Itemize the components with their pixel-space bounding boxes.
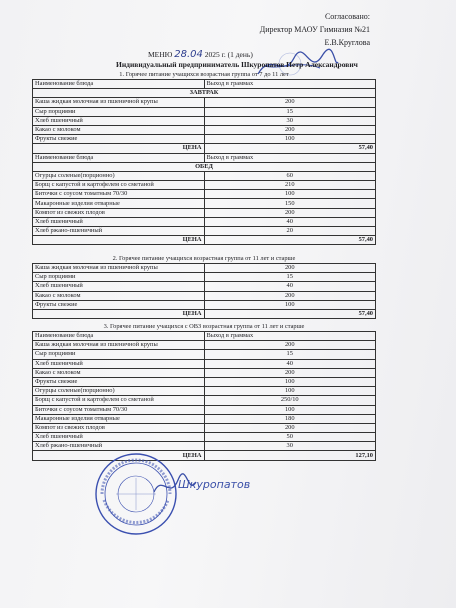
dish-name: Фрукты свежие [33, 300, 205, 309]
price-label: ЦЕНА [33, 236, 205, 245]
dish-name: Хлеб пшеничный [33, 116, 205, 125]
column-header-output: Выход в граммах [204, 80, 376, 89]
dish-name: Компот из свежих плодов [33, 423, 205, 432]
dish-name: Каша жидкая молочная из пшеничной крупы [33, 264, 205, 273]
menu-year-day: 2025 г. (1 день) [204, 50, 253, 59]
table-row [33, 433, 376, 442]
price-label: ЦЕНА [33, 144, 205, 153]
dish-output: 15 [204, 107, 376, 116]
dish-output: 210 [204, 181, 376, 190]
price-value: 127,10 [204, 451, 376, 460]
dish-name: Хлеб пшеничный [33, 282, 205, 291]
dish-output: 200 [204, 341, 376, 350]
table-row [33, 282, 376, 291]
table-row [33, 199, 376, 208]
dish-name: Компот из свежих плодов [33, 208, 205, 217]
column-header-output: Выход в граммах [204, 153, 376, 162]
section-title: 2. Горячее питание учащихся возрастная группа от 11 лет и старше [112, 254, 296, 262]
menu-date: 28.04 [174, 49, 203, 60]
dish-output: 250/10 [204, 396, 376, 405]
table-row [33, 423, 376, 432]
table-row [33, 414, 376, 423]
table-row [33, 125, 376, 134]
dish-output: 100 [204, 135, 376, 144]
dish-name: Биточки с соусом томатным 70/30 [33, 405, 205, 414]
dish-name: Хлеб пшеничный [33, 433, 205, 442]
dish-output: 15 [204, 350, 376, 359]
approval-director: Директор МАОУ Гимназия №21 [259, 25, 370, 34]
table-row [33, 116, 376, 125]
column-header-name: Наименование блюда [33, 80, 205, 89]
table-row [33, 264, 376, 273]
dish-name: Какао с молоком [33, 368, 205, 377]
table-row [33, 359, 376, 368]
column-header-name: Наименование блюда [33, 153, 205, 162]
dish-output: 40 [204, 359, 376, 368]
dish-name: Каша жидкая молочная из пшеничной крупы [33, 341, 205, 350]
dish-name: Хлеб ржано-пшеничный [33, 227, 205, 236]
column-header-output: Выход в граммах [204, 332, 376, 341]
column-header-name: Наименование блюда [33, 332, 205, 341]
table-row [33, 291, 376, 300]
dish-output: 200 [204, 423, 376, 432]
dish-output: 200 [204, 291, 376, 300]
price-value: 57,40 [204, 144, 376, 153]
dish-name: Сыр порциями [33, 273, 205, 282]
dish-name: Фрукты свежие [33, 377, 205, 386]
menu-table-group-3 [32, 322, 376, 461]
dish-output: 100 [204, 387, 376, 396]
price-value: 57,40 [204, 236, 376, 245]
dish-name: Макаронные изделия отварные [33, 199, 205, 208]
price-value: 57,40 [204, 309, 376, 318]
dish-output: 20 [204, 227, 376, 236]
table-row [33, 181, 376, 190]
table-row [33, 350, 376, 359]
dish-output: 60 [204, 171, 376, 180]
dish-output: 180 [204, 414, 376, 423]
meal-title-lunch: ОБЕД [33, 162, 376, 171]
dish-output: 100 [204, 190, 376, 199]
dish-output: 100 [204, 405, 376, 414]
dish-name: Макаронные изделия отварные [33, 414, 205, 423]
table-row [33, 377, 376, 386]
dish-name: Борщ с капустой и картофелем со сметаной [33, 181, 205, 190]
table-row [33, 300, 376, 309]
table-row [33, 107, 376, 116]
table-row [33, 171, 376, 180]
dish-output: 150 [204, 199, 376, 208]
dish-output: 30 [204, 442, 376, 451]
table-row [33, 190, 376, 199]
meal-title-breakfast: ЗАВТРАК [33, 89, 376, 98]
table-row [33, 273, 376, 282]
dish-name: Огурцы соленые(порционно) [33, 387, 205, 396]
section-title: 1. Горячее питание учащихся возрастная группа от 7 до 11 лет [119, 70, 289, 78]
dish-output: 100 [204, 377, 376, 386]
table-row [33, 405, 376, 414]
price-label: ЦЕНА [33, 451, 205, 460]
menu-table-group-2 [32, 254, 376, 319]
dish-output: 200 [204, 264, 376, 273]
table-row [33, 227, 376, 236]
table-row [33, 368, 376, 377]
dish-name: Сыр порциями [33, 107, 205, 116]
dish-name: Хлеб пшеничный [33, 359, 205, 368]
table-row [33, 341, 376, 350]
dish-output: 200 [204, 125, 376, 134]
table-row [33, 217, 376, 226]
table-row [33, 396, 376, 405]
dish-name: Хлеб ржано-пшеничный [33, 442, 205, 451]
section-title: 3. Горячее питание учащихся с ОВЗ возрастная группа от 11 лет и старше [103, 322, 305, 330]
dish-name: Какао с молоком [33, 125, 205, 134]
approval-agreed: Согласовано: [324, 12, 370, 21]
approval-block [260, 10, 370, 49]
dish-output: 15 [204, 273, 376, 282]
entrepreneur-name: Индивидуальный предприниматель Шкуропатов Петр Александрович [116, 60, 358, 69]
dish-name: Сыр порциями [33, 350, 205, 359]
dish-name: Огурцы соленые(порционно) [33, 171, 205, 180]
dish-name: Биточки с соусом томатным 70/30 [33, 190, 205, 199]
approval-name: Е.В.Круглова [324, 38, 370, 47]
dish-output: 40 [204, 282, 376, 291]
table-row [33, 442, 376, 451]
dish-output: 100 [204, 300, 376, 309]
menu-label: МЕНЮ [148, 50, 173, 59]
price-label: ЦЕНА [33, 309, 205, 318]
dish-name: Борщ с капустой и картофелем со сметаной [33, 396, 205, 405]
dish-name: Какао с молоком [33, 291, 205, 300]
dish-output: 200 [204, 368, 376, 377]
table-row [33, 208, 376, 217]
dish-output: 40 [204, 217, 376, 226]
dish-output: 200 [204, 98, 376, 107]
dish-name: Фрукты свежие [33, 135, 205, 144]
dish-name: Каша жидкая молочная из пшеничной крупы [33, 98, 205, 107]
table-row [33, 387, 376, 396]
signature-handwriting: Шкуропатов [178, 478, 251, 491]
dish-output: 50 [204, 433, 376, 442]
menu-title [148, 49, 253, 60]
dish-output: 30 [204, 116, 376, 125]
dish-name: Хлеб пшеничный [33, 217, 205, 226]
table-row [33, 98, 376, 107]
menu-table-group-1 [32, 70, 376, 245]
dish-output: 200 [204, 208, 376, 217]
table-row [33, 135, 376, 144]
